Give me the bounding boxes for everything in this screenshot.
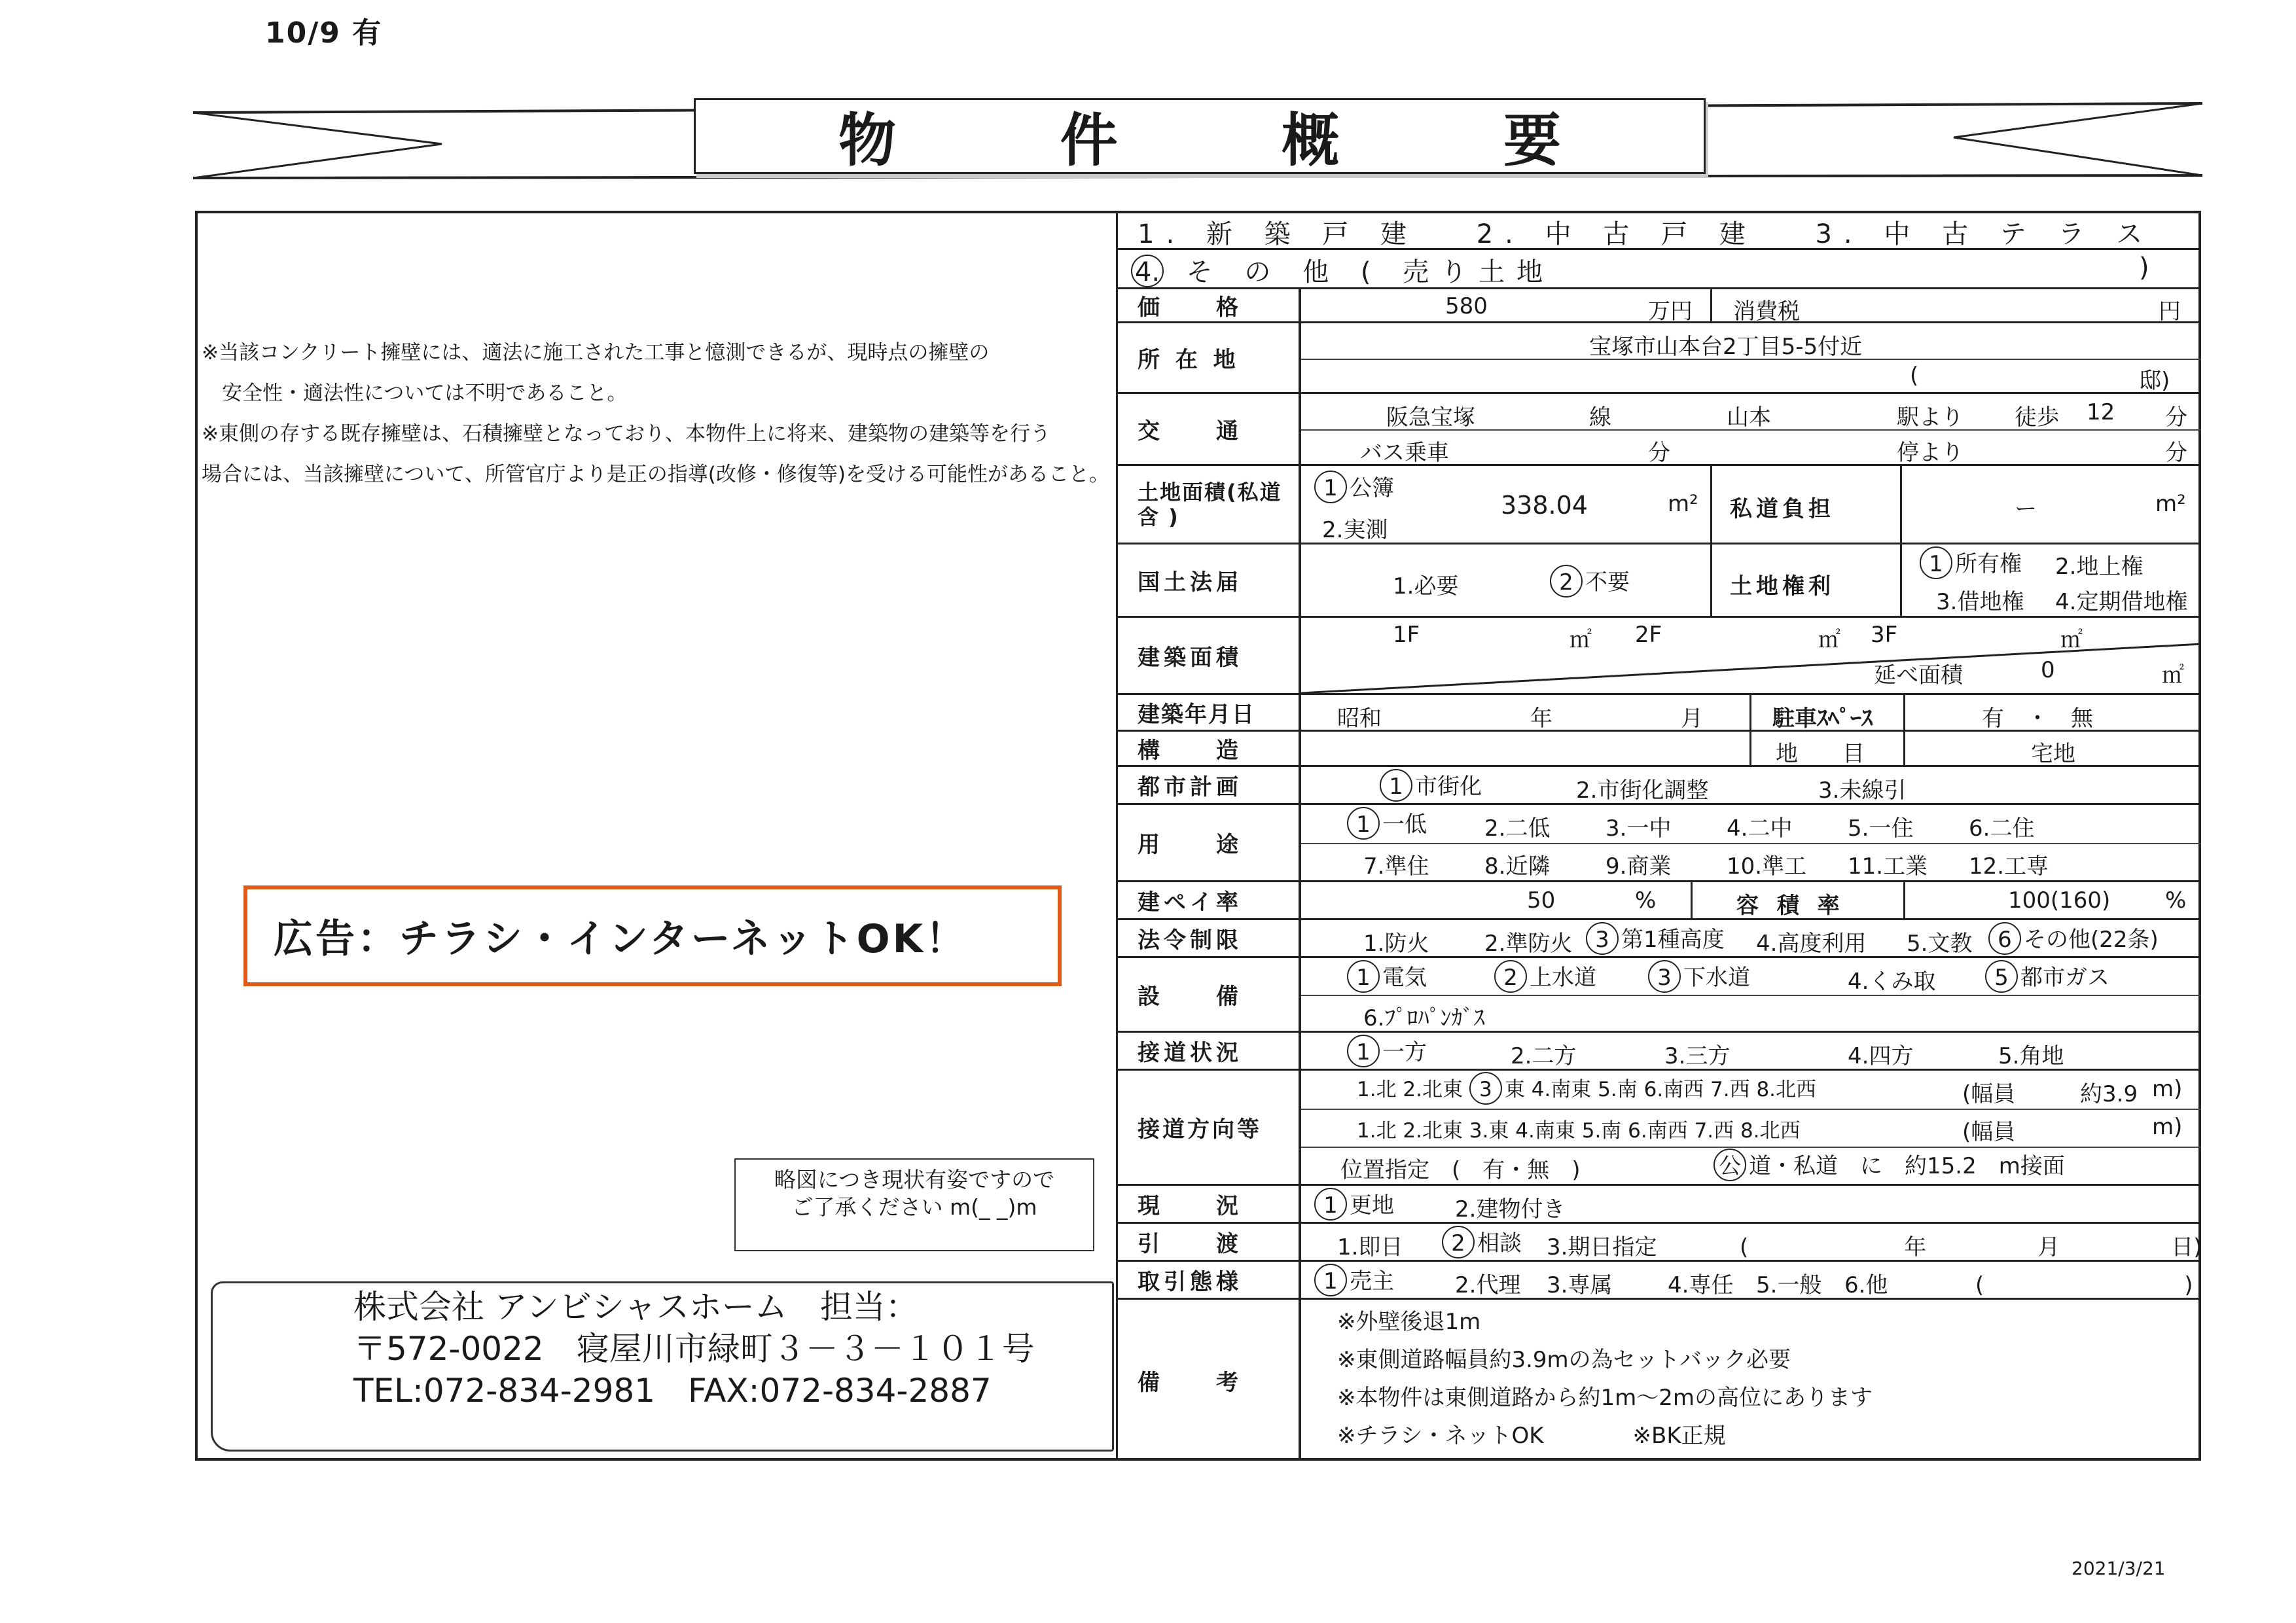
address-value: 宝塚市山本台2丁目5-5付近 [1589,334,1863,360]
row-built-date [1118,695,2201,732]
selected-circle: 1 [1347,1035,1380,1067]
sketch-line: ご了承ください m(_ _)m [791,1194,1037,1220]
floor2-label: 2F [1635,622,1662,648]
current-state-label: 現 況 [1118,1186,1301,1222]
transaction-type-label: 取引態様 [1118,1262,1301,1298]
total-floor-unit: ㎡ [2162,662,2184,688]
building-coverage-value: 50 [1527,887,1556,914]
row-current-state [1118,1186,2201,1224]
facility-option5 [1985,959,2109,993]
use-option7: 7.準住 [1363,853,1429,880]
handover-option1: 1.即日 [1337,1234,1403,1260]
kokudo-label: 国土法届 [1118,544,1301,616]
law-option6-text: その他(22条) [2024,927,2159,953]
law-option3 [1586,921,1725,955]
road-width-unit: m) [2152,1076,2183,1102]
deal-option4: 4.専任 [1668,1272,1734,1298]
facility-option2-text: 上水道 [1530,965,1596,991]
remark-line: ※チラシ・ネットOK ※BK正規 [1337,1423,1726,1449]
land-rights-option1-text: 所有権 [1955,551,2022,577]
use-option3: 3.一中 [1605,815,1672,842]
zoning-use-label: 用 途 [1118,805,1301,880]
row-road-direction [1118,1071,2201,1186]
kokudo-option1: 1.必要 [1393,573,1459,599]
train-line: 阪急宝塚 [1386,404,1475,431]
handover-label: 引 渡 [1118,1224,1301,1260]
city-option2: 2.市街化調整 [1576,777,1709,804]
built-date-label: 建築年月日 [1118,695,1301,730]
use-option2: 2.二低 [1484,815,1551,842]
use-option12: 12.工専 [1969,853,2049,880]
bus-stop-label: 停より [1897,440,1964,466]
row-facilities [1118,958,2201,1033]
parking-label: 駐車ｽﾍﾟｰｽ [1772,705,1873,732]
bus-minutes-unit: 分 [1648,440,1670,466]
row-coverage [1118,882,2201,920]
road-state-label: 接道状況 [1118,1033,1301,1069]
private-road-value: ー [2015,496,2037,522]
road-width-label: (幅員 [1962,1081,2016,1107]
land-category-value: 宅地 [2031,741,2075,767]
use-option1-text: 一低 [1382,812,1427,838]
floor2-unit: ㎡ [1818,627,1840,653]
deal-option7: ( ) [1975,1272,2193,1298]
use-option6: 6.二住 [1969,815,2035,842]
building-area-label: 建築面積 [1118,618,1301,693]
selected-circle: 2 [1494,960,1527,993]
row-zoning-use [1118,805,2201,882]
walk-minutes: 12 [2087,399,2115,425]
train-line-suffix: 線 [1589,404,1611,431]
land-category-label: 地 目 [1776,741,1865,767]
remarks-label: 備 考 [1118,1300,1301,1461]
road-direction-line2: 1.北 2.北東 3.東 4.南東 5.南 6.南西 7.西 8.北西 [1357,1119,1801,1143]
city-option1-text: 市街化 [1415,774,1482,800]
floor3-unit: ㎡ [2060,627,2083,653]
building-coverage-unit: % [1635,887,1657,914]
row-access [1118,394,2201,466]
facility-option3 [1648,959,1750,993]
road-state-option1-text: 一方 [1382,1039,1427,1065]
floor-area-ratio-value: 100(160) [2008,887,2111,914]
price-label: 価 格 [1118,289,1301,321]
land-rights-option1 [1920,546,2022,579]
use-option11: 11.工業 [1848,853,1928,880]
selected-circle: 1 [1347,807,1380,840]
row-city-planning [1118,767,2201,805]
station-suffix: 駅より [1897,404,1964,431]
private-road-unit: m² [2155,491,2186,517]
law-option3-text: 第1種高度 [1621,927,1725,953]
selected-circle: 3 [1586,922,1619,955]
note-line: 場合には、当該擁壁について、所管官庁より是正の指導(改修・修復等)を受ける可能性があること。 [202,463,1109,486]
selected-circle: 5 [1985,960,2018,993]
page-title: 物 件 概 要 [694,98,1706,174]
land-area-option2: 2.実測 [1322,517,1388,543]
deal-option6: 6.他 [1844,1272,1888,1298]
deal-option3: 3.専属 [1547,1272,1613,1298]
remark-line: ※本物件は東側道路から約1m～2mの高位にあります [1337,1385,1873,1411]
land-area-label: 土地面積(私道 含 ) [1118,466,1301,543]
land-area-option1-text: 公簿 [1350,475,1394,501]
address-suffix: 邸) [2139,368,2170,394]
deal-option1-text: 売主 [1350,1268,1394,1294]
row-legal-restrictions [1118,920,2201,958]
road-direction-line1 [1357,1072,1816,1105]
tax-unit: 円 [2159,298,2181,325]
law-option6 [1988,921,2159,955]
use-option1 [1347,806,1427,840]
deal-option5: 5.一般 [1756,1272,1822,1298]
position-designation: 位置指定 ( 有・無 ) [1340,1157,1581,1183]
floor1-unit: ㎡ [1570,627,1592,653]
print-date: 2021/3/21 [2072,1558,2166,1579]
row-road-state [1118,1033,2201,1071]
handwritten-memo: 10/9 有 [265,16,383,50]
land-rights-option2: 2.地上権 [2055,554,2144,580]
address-paren: ( [1910,363,1919,389]
facility-option1 [1347,959,1427,993]
road-frontage [1713,1148,2065,1181]
handover-date: ( 年 月 日) [1740,1234,2202,1260]
road-width-value: 約3.9 [2080,1081,2138,1107]
land-rights-option4: 4.定期借地権 [2055,589,2188,615]
road-frontage-text: 道・私道 に 約15.2 m接面 [1749,1153,2065,1179]
city-option1 [1380,768,1482,802]
parking-value: 有 ・ 無 [1982,705,2093,732]
selected-circle: 1 [1380,769,1412,802]
facility-option6: 6.ﾌﾟﾛﾊﾟﾝｶﾞｽ [1363,1005,1485,1031]
other-type [1131,251,1554,289]
company-name: 株式会社 アンビシャスホーム 担当： [353,1288,918,1326]
use-option8: 8.近隣 [1484,853,1551,880]
kokudo-option2 [1550,564,1630,597]
use-option10: 10.準工 [1727,853,1807,880]
remark-line: ※外壁後退1m [1337,1309,1481,1335]
use-option5: 5.一住 [1848,815,1914,842]
price-unit: 万円 [1648,298,1693,325]
current-option1-text: 更地 [1350,1192,1394,1219]
selected-circle: 3 [1469,1072,1502,1105]
month-label: 月 [1681,705,1703,732]
bus-walk-unit: 分 [2165,440,2187,466]
row-handover [1118,1224,2201,1262]
law-option2: 2.準防火 [1484,931,1573,957]
sketch-line: 略図につき現状有姿ですので [774,1167,1055,1192]
total-floor-label: 延べ面積 [1874,662,1963,688]
selected-circle: 1 [1347,960,1380,993]
company-info [353,1286,1035,1412]
facility-option4: 4.くみ取 [1848,969,1936,995]
sketch-disclaimer [734,1158,1094,1251]
legal-restrictions-label: 法令制限 [1118,920,1301,956]
selected-circle: 1 [1314,1188,1347,1221]
access-label: 交 通 [1118,394,1301,464]
road-state-option2: 2.二方 [1511,1043,1577,1069]
road-direction-label: 接道方向等 [1118,1071,1301,1184]
facility-option5-text: 都市ガス [2020,965,2109,991]
selected-circle: 2 [1550,565,1583,597]
facility-option1-text: 電気 [1382,965,1427,991]
direction-options-a: 1.北 2.北東 [1357,1078,1463,1101]
row-other-type [1118,250,2201,289]
property-type-options: 1. 新 築 戸 建 2. 中 古 戸 建 3. 中 古 テ ラ ス [1138,219,2155,249]
law-option4: 4.高度利用 [1756,931,1867,957]
current-option1 [1314,1187,1394,1221]
selected-circle: 公 [1713,1149,1746,1181]
facilities-label: 設 備 [1118,958,1301,1031]
law-option1: 1.防火 [1363,931,1429,957]
road-width2-label: (幅員 [1962,1119,2016,1145]
era-label: 昭和 [1337,705,1382,732]
remark-line: ※東側道路幅員約3.9mの為セットバック必要 [1337,1347,1791,1373]
year-label: 年 [1530,705,1552,732]
handover-option2 [1442,1225,1522,1258]
floor1-label: 1F [1393,622,1420,648]
walk-label: 徒歩 [2015,404,2059,431]
facility-option2 [1494,959,1596,993]
road-state-option5: 5.角地 [1998,1043,2064,1069]
row-price [1118,289,2201,323]
land-rights-option3: 3.借地権 [1936,589,2024,615]
bus-label: バス乗車 [1360,440,1449,466]
advertising-ok-box: 広告：チラシ・インターネットOK！ [243,885,1062,986]
city-planning-label: 都市計画 [1118,767,1301,803]
structure-label: 構 造 [1118,732,1301,765]
building-coverage-label: 建ペイ率 [1118,882,1301,918]
selected-circle: 6 [1988,922,2021,955]
total-floor-value: 0 [2041,657,2055,683]
company-phone: TEL:072-834-2981 FAX:072-834-2887 [353,1372,992,1410]
station-name: 山本 [1727,404,1771,431]
note-line: 安全性・適法性については不明であること。 [202,382,628,405]
land-rights-label: 土地権利 [1730,573,1835,599]
floor3-label: 3F [1871,622,1898,648]
use-option4: 4.二中 [1727,815,1793,842]
land-area-unit: m² [1668,491,1698,517]
row-property-type [1118,211,2201,250]
selected-circle: 3 [1648,960,1681,993]
row-structure [1118,732,2201,767]
selected-circle: 2 [1442,1226,1475,1258]
price-value: 580 [1445,293,1488,319]
other-type-text: そ の 他 ( 売り土地 [1186,257,1555,287]
handover-option2-text: 相談 [1477,1230,1522,1257]
direction-options-b: 東 4.南東 5.南 6.南西 7.西 8.北西 [1504,1078,1817,1101]
current-option2: 2.建物付き [1455,1196,1566,1222]
handover-option3: 3.期日指定 [1547,1234,1657,1260]
land-area-option1 [1314,470,1394,503]
row-building-area [1118,618,2201,695]
row-land-area [1118,466,2201,544]
road-state-option4: 4.四方 [1848,1043,1914,1069]
land-area-value: 338.04 [1501,491,1588,520]
retaining-wall-notes [202,332,1111,495]
facility-option3-text: 下水道 [1683,965,1750,991]
road-width2-unit: m) [2152,1114,2183,1140]
floor-area-ratio-unit: % [2165,887,2187,914]
road-state-option1 [1347,1034,1427,1067]
tax-label: 消費税 [1733,298,1800,325]
note-line: ※当該コンクリート擁壁には、適法に施工された工事と憶測できるが、現時点の擁壁の [202,341,990,365]
note-line: ※東側の存する既存擁壁は、石積擁壁となっており、本物件上に将来、建築物の建築等を行う [202,422,1050,446]
deal-option2: 2.代理 [1455,1272,1521,1298]
selected-circle: 1 [1314,1264,1347,1296]
city-option3: 3.未線引 [1818,777,1907,804]
company-address: 〒572-0022 寝屋川市緑町３－３－１０１号 [353,1330,1035,1368]
kokudo-option2-text: 不要 [1585,569,1630,596]
law-option5: 5.文教 [1907,931,1973,957]
selected-circle: 1 [1920,546,1952,579]
deal-option1 [1314,1263,1394,1296]
selected-circle: 4. [1131,255,1164,287]
row-location [1118,323,2201,394]
road-state-option3: 3.三方 [1664,1043,1731,1069]
walk-minutes-unit: 分 [2165,404,2187,431]
location-label: 所 在 地 [1118,323,1301,392]
selected-circle: 1 [1314,471,1347,503]
floor-area-ratio-label: 容 積 率 [1736,893,1845,919]
row-remarks [1118,1300,2201,1461]
row-kokudo [1118,544,2201,618]
use-option9: 9.商業 [1605,853,1672,880]
private-road-label: 私道負担 [1730,496,1835,522]
other-type-close: ) [2139,253,2161,283]
row-transaction-type [1118,1262,2201,1300]
